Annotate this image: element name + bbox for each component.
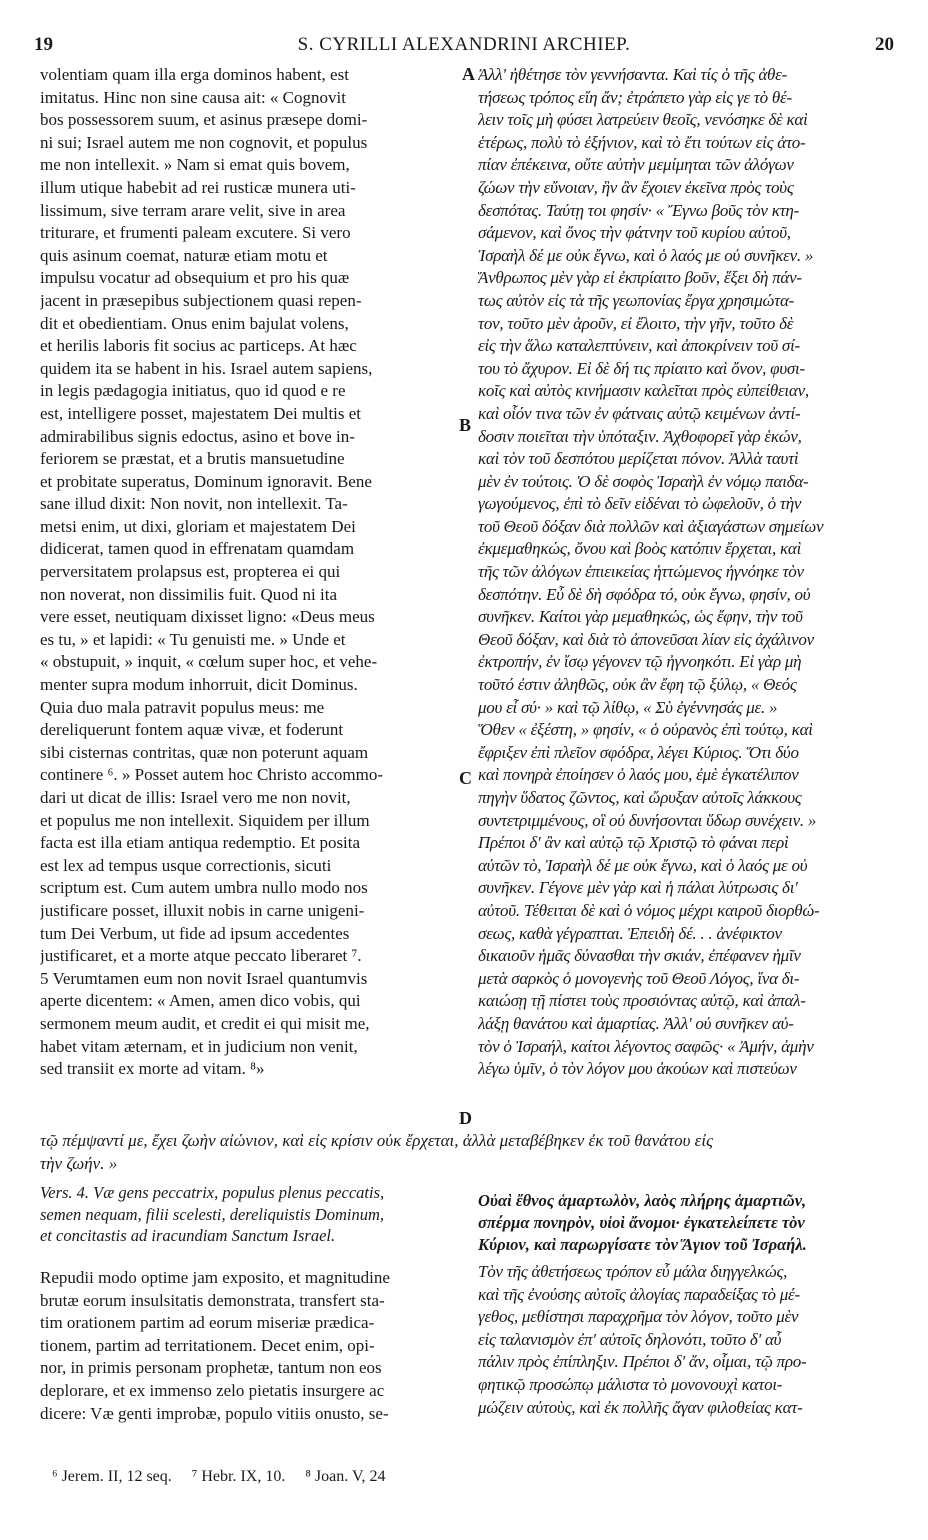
text-line: justificaret, et a morte atque peccato liberaret ⁷. xyxy=(40,946,362,966)
text-line: μὲν ἐν τούτοις. Ὁ δὲ σοφὸς Ἰσραὴλ ἐν νόμῳ παιδα- xyxy=(478,471,809,491)
text-line: tum Dei Verbum, ut fide ad ipsum accedentes xyxy=(40,923,350,943)
text-line: πηγὴν ὕδατος ζῶντος, καὶ ὤρυξαν αὐτοῖς λάκκους xyxy=(478,788,802,807)
text-line: ἐκμεμαθηκώς, ὄνου καὶ βοὸς κατόπιν ἔρχεται, καὶ xyxy=(478,539,802,559)
text-line: καὶ τῆς ἐνούσης αὐτοῖς ἀλογίας παραδείξας τὸ μέ- xyxy=(478,1284,800,1304)
text-line: Vers. 4. Væ gens peccatrix, populus plenus peccatis, xyxy=(40,1183,385,1202)
text-line: συντετριμμένους, οἳ οὐ δυνήσονται ὕδωρ συνέχειν. » xyxy=(478,810,817,830)
text-line: πάλιν πρὸς ἐπίπληξιν. Πρέποι δ' ἄν, οἶμαι, τῷ προ- xyxy=(478,1352,807,1372)
verse-heading-latin xyxy=(40,1182,460,1247)
text-line: sed transiit ex morte ad vitam. ⁸» xyxy=(40,1059,265,1079)
text-line: dari ut dicat de illis: Israel vero me non novit, xyxy=(40,788,351,807)
text-line: volentiam quam illa erga dominos habent, est xyxy=(40,65,349,84)
text-line: lissimum, sive terram arare velit, sive in area xyxy=(40,200,346,220)
text-line: εἰς τὴν ἅλω καταλεπτύνειν, καὶ ἀποκρίνειν τοῦ σί- xyxy=(478,336,800,356)
text-line: sibi cisternas contritas, quæ non poterunt aquam xyxy=(40,742,369,762)
text-line: vere esset, neutiquam dixisset ligno: «Deus meus xyxy=(40,607,375,627)
text-line: καιώσῃ τῇ πίστει τοὺς προσιόντας αὐτῷ, καὶ ἀπαλ- xyxy=(478,991,806,1011)
text-line: Πρέποι δ' ἂν καὶ αὐτῷ τῷ Χριστῷ τὸ φάναι περὶ xyxy=(478,833,789,853)
text-line: γωγούμενος, ἐπὶ τὸ δεῖν εἰδέναι τὸ ὠφελοῦν, ὁ τὴν xyxy=(478,494,802,514)
text-line: Ἄνθρωπος μὲν γὰρ εἰ ἐκπρίαιτο βοῦν, ἕξει δὴ πάν- xyxy=(478,268,802,288)
text-line: σπέρμα πονηρὸν, υἱοὶ ἄνομοι· ἐγκατελείπετε τὸν xyxy=(478,1213,805,1232)
text-line: ni sui; Israel autem me non cognovit, et populus xyxy=(40,132,368,152)
text-line: πίαν ἐπέκεινα, οὔτε αὐτὴν μεμίμηται τῶν ἀλόγων xyxy=(478,155,794,175)
text-line: τὸν ὁ Ἰσραήλ, καίτοι λέγοντος σαφῶς· « Ἀμήν, ἀμὴν xyxy=(478,1036,814,1056)
text-line: et populus me non intellexit. Siquidem per illum xyxy=(40,810,370,830)
right-page-number: 20 xyxy=(875,34,894,55)
text-line: continere ⁶. » Posset autem hoc Christo accommo- xyxy=(40,765,384,785)
text-line: καὶ τὸν τοῦ δεσπότου μερίζεται πόνον. Ἀλλὰ ταυτὶ xyxy=(478,449,799,469)
footnote-8: ⁸ Joan. V, 24 xyxy=(305,1468,386,1485)
greek-column xyxy=(478,64,896,1081)
text-line: sermonem meum audit, et credit ei qui misit me, xyxy=(40,1013,370,1033)
text-line: ζώων τὴν εὔνοιαν, ἣν ἂν ἔχοιεν ἐκεῖνα πρὸς τοὺς xyxy=(478,177,794,197)
text-line: facta est illa etiam antiqua redemptio. Et posita xyxy=(40,833,361,853)
text-line: bos possessorem suum, et asinus præsepe domi- xyxy=(40,110,368,130)
text-line: Quia duo mala patravit populus meus: me xyxy=(40,697,325,717)
text-line: illum utique habebit ad rei rusticæ munera uti- xyxy=(40,177,356,197)
left-page-number: 19 xyxy=(34,34,53,55)
text-line: tim orationem partim ad eorum miseriæ prædica- xyxy=(40,1313,375,1333)
text-line: imitatus. Hinc non sine causa ait: « Cognovit xyxy=(40,87,346,107)
text-line: καὶ πονηρὰ ἐποίησεν ὁ λαός μου, ἐμὲ ἐγκατέλιπον xyxy=(478,765,799,785)
text-line: λειν τοῖς μὴ φύσει λατρεύειν θεοῖς, νενόσηκε δὲ καὶ xyxy=(478,110,808,130)
text-line: semen nequam, filii scelesti, dereliquistis Dominum, xyxy=(40,1204,385,1224)
text-line: Θεοῦ δόξαν, καὶ διὰ τὸ ἀπονεῦσαι λίαν εἰς ἀχάλινον xyxy=(478,629,814,649)
text-line: ἐκτροπήν, ἐν ἴσῳ γέγονεν τῷ ἠγνοηκότι. Εἰ γὰρ μὴ xyxy=(478,652,802,672)
text-line: τοῦ Θεοῦ δόξαν διὰ πολλῶν καὶ ἀξιαγάστων σημείων xyxy=(478,516,824,536)
text-line: τοῦτό ἐστιν ἀληθῶς, οὐκ ἂν ἔφη τῷ ξύλῳ, « Θεός xyxy=(478,675,797,695)
text-line: quis asinum coemat, naturæ etiam motu et xyxy=(40,245,328,265)
text-line: brutæ eorum insulsitatis demonstrata, transfert sta- xyxy=(40,1290,385,1310)
running-title: S. CYRILLI ALEXANDRINI ARCHIEP. xyxy=(297,34,631,55)
text-line: Ὅθεν « ἐξέστη, » φησίν, « ὁ οὐρανὸς ἐπὶ τούτῳ, καὶ xyxy=(478,720,813,740)
text-line: feriorem se præstat, et a brutis mansuetudine xyxy=(40,449,345,469)
text-line: « obstupuit, » inquit, « cœlum super hoc, et vehe- xyxy=(40,652,378,672)
verse-heading-greek xyxy=(478,1190,896,1256)
text-line: justificare posset, illuxit nobis in carne unigeni- xyxy=(40,900,365,920)
text-line: μώζειν αὐτοὺς, καὶ ἐκ πολλῆς ἄγαν φιλοθείας κατ- xyxy=(478,1397,803,1417)
text-line: didicerat, tamen quod in effrenatam quamdam xyxy=(40,539,355,559)
text-line: δεσπότην. Εὖ δὲ δὴ σφόδρα τό, οὐκ ἔγνω, φησίν, οὐ xyxy=(478,584,811,604)
text-line: nor, in primis personam prophetæ, tantum non eos xyxy=(40,1358,382,1378)
text-line: dit et obedientiam. Onus enim bajulat volens, xyxy=(40,313,349,333)
margin-letter-b: B xyxy=(459,415,472,435)
text-line: δοσιν ποιεῖται τὴν ὑπόταξιν. Ἀχθοφορεῖ γὰρ ἑκών, xyxy=(478,426,802,446)
margin-letter-d: D xyxy=(459,1108,472,1128)
greek-spanning-line-2: τὴν ζωήν. » xyxy=(40,1154,118,1173)
text-line: μου εἶ σύ· » καὶ τῷ λίθῳ, « Σὺ ἐγέννησάς με. » xyxy=(478,697,778,717)
text-line: τον, τοῦτο μὲν ἀροῦν, εἰ ἔλοιτο, τὴν γῆν, τοῦτο δὲ xyxy=(478,313,794,333)
running-head xyxy=(34,34,894,58)
latin-column xyxy=(40,64,460,1081)
text-line: habet vitam æternam, et in judicium non venit, xyxy=(40,1036,358,1056)
footnote-7: ⁷ Hebr. IX, 10. xyxy=(191,1468,286,1485)
text-line: τως αὐτὸν εἰς τὰ τῆς γεωπονίας ἔργα χρησιμώτα- xyxy=(478,290,795,310)
text-line: quidem ita se habent in his. Israel autem sapiens, xyxy=(40,358,373,378)
text-line: impulsu vocatur ad obsequium et pro his quæ xyxy=(40,268,350,288)
text-line: Repudii modo optime jam exposito, et magnitudine xyxy=(40,1268,390,1287)
text-line: Οὐαὶ ἔθνος ἁμαρτωλὸν, λαὸς πλήρης ἁμαρτιῶν, xyxy=(478,1191,807,1210)
text-line: et probitate superatus, Dominum ignoravit. Bene xyxy=(40,471,372,491)
text-line: sane illud dixit: Non novit, non intellexit. Ta- xyxy=(40,494,348,514)
text-line: αὐτοῦ. Τέθειται δὲ καὶ ὁ νόμος μέχρι καιροῦ διορθώ- xyxy=(478,900,820,920)
text-line: est, intelligere posset, majestatem Dei multis et xyxy=(40,403,362,423)
footnotes xyxy=(52,1468,532,1486)
text-line: dereliquerunt fontem aquæ vivæ, et foderunt xyxy=(40,720,344,740)
text-line: καὶ οἷόν τινα τῶν ἐν φάτναις αὐτῷ κειμένων ἀντί- xyxy=(478,403,801,423)
text-line: τῆς τῶν ἀλόγων ἐπιεικείας ἡττώμενος ἠγνόηκε τὸν xyxy=(478,562,804,582)
text-line: et herilis laboris fit socius ac particeps. At hæc xyxy=(40,336,357,356)
text-line: admirabilibus signis edoctus, asino et bove in- xyxy=(40,426,355,446)
text-line: δικαιοῦν ἡμᾶς δύνασθαι τὴν σκιάν, ἐπέφανεν ἡμῖν xyxy=(478,946,801,966)
footnote-6: ⁶ Jerem. II, 12 seq. xyxy=(52,1468,172,1485)
text-line: μετὰ σαρκὸς ὁ μονογενὴς τοῦ Θεοῦ Λόγος, ἵνα δι- xyxy=(478,968,800,988)
text-line: κοῖς καὶ αὐτὸς κινήμασιν καλεῖται πρὸς εὐπείθειαν, xyxy=(478,381,809,401)
text-line: 5 Verumtamen eum non novit Israel quantumvis xyxy=(40,968,368,988)
text-line: es tu, » et lapidi: « Tu genuisti me. » Unde et xyxy=(40,629,346,649)
greek-commentary xyxy=(478,1261,896,1419)
text-line: tionem, partim ad territationem. Decet enim, opi- xyxy=(40,1335,375,1355)
text-line: Κύριον, καὶ παρωργίσατε τὸν Ἅγιον τοῦ Ἰσραήλ. xyxy=(478,1235,807,1254)
text-line: Τὸν τῆς ἀθετήσεως τρόπον εὖ μάλα διηγγελκώς, xyxy=(478,1262,788,1281)
margin-letter-a: A xyxy=(462,64,475,84)
text-line: dicere: Væ genti improbæ, populo vitiis onusto, se- xyxy=(40,1403,389,1423)
text-line: λάξῃ θανάτου καὶ ἁμαρτίας. Ἀλλ' οὐ συνῆκεν αὐ- xyxy=(478,1013,794,1033)
text-line: ἑτέρως, πολὺ τὸ ἐξήνιον, καὶ τὸ ἔτι τούτων εἰς ἀτο- xyxy=(478,132,806,152)
text-line: Ἀλλ' ἠθέτησε τὸν γεννήσαντα. Καὶ τίς ὁ τῆς ἀθε- xyxy=(478,65,787,84)
text-line: σεως, καθὰ γέγραπται. Ἐπειδὴ δέ. . . ἀνέφικτον xyxy=(478,923,782,943)
text-line: δεσπότας. Ταύτῃ τοι φησίν· « Ἔγνω βοῦς τὸν κτη- xyxy=(478,200,800,220)
text-line: menter supra modum inhorruit, dicit Dominus. xyxy=(40,675,358,695)
latin-commentary xyxy=(40,1267,460,1425)
text-line: est lex ad tempus usque correctionis, sicuti xyxy=(40,855,332,875)
text-line: λέγω ὑμῖν, ὁ τὸν λόγον μου ἀκούων καὶ πιστεύων xyxy=(478,1059,797,1079)
text-line: τήσεως τρόπος εἴη ἄν; ἐτράπετο γὰρ εἰς γε τὸ θέ- xyxy=(478,87,792,107)
text-line: me non intellexit. » Nam si emat quis bovem, xyxy=(40,155,350,175)
margin-letter-c: C xyxy=(459,768,472,788)
text-line: jacent in præsepibus subjectionem quasi repen- xyxy=(40,290,362,310)
text-line: γεθος, μεθίστησι παραχρῆμα τὸν λόγον, τοῦτο μὲν xyxy=(478,1307,799,1327)
text-line: ἔφριξεν ἐπὶ πλεῖον σφόδρα, λέγει Κύριος. Ὅτι δύο xyxy=(478,742,799,762)
text-line: deplorare, et ex immenso zelo pietatis insurgere ac xyxy=(40,1380,385,1400)
text-line: συνῆκεν. Γέγονε μὲν γὰρ καὶ ἡ πάλαι λύτρωσις δι' xyxy=(478,878,798,898)
greek-spanning-line-1: τῷ πέμψαντί με, ἔχει ζωὴν αἰώνιον, καὶ εἰς κρίσιν οὐκ ἔρχεται, ἀλλὰ μεταβέβηκεν ἐκ τοῦ θανάτου εἰς xyxy=(40,1131,713,1150)
text-line: triturare, et frumenti paleam excutere. Si vero xyxy=(40,223,351,243)
text-line: in legis pædagogia initiatus, quo id quod e re xyxy=(40,381,346,401)
text-line: φητικῷ προσώπῳ μάλιστα τὸ μονονουχὶ κατοι- xyxy=(478,1374,783,1394)
text-line: metsi enim, ut dixi, gloriam et majestatem Dei xyxy=(40,516,356,536)
text-line: σάμενον, καὶ ὄνος τὴν φάτνην τοῦ κυρίου αὐτοῦ, xyxy=(478,223,791,243)
text-line: non noverat, non dissimilis fuit. Quod ni ita xyxy=(40,584,338,604)
text-line: του τὸ ἄχυρον. Εἰ δὲ δή τις πρίαιτο καὶ ὄνον, φυσι- xyxy=(478,358,805,378)
text-line: aperte dicentem: « Amen, amen dico vobis, qui xyxy=(40,991,361,1011)
text-line: perversitatem prolapsus est, propterea ei qui xyxy=(40,562,341,582)
text-line: Ἰσραὴλ δέ με οὐκ ἔγνω, καὶ ὁ λαός με οὐ συνῆκεν. » xyxy=(478,245,814,265)
text-line: συνῆκεν. Καίτοι γὰρ μεμαθηκώς, ὡς ἔφην, τὴν τοῦ xyxy=(478,607,803,627)
text-line: εἰς ταλανισμὸν ἐπ' αὐτοῖς δηλονότι, τοῦτο δ' αὖ xyxy=(478,1329,782,1349)
text-line: scriptum est. Cum autem umbra nullo modo nos xyxy=(40,878,368,898)
text-line: αὐτῶν τὸ, Ἰσραὴλ δέ με οὐκ ἔγνω, καὶ ὁ λαός με οὐ xyxy=(478,855,808,875)
text-line: et concitastis ad iracundiam Sanctum Israel. xyxy=(40,1226,336,1245)
